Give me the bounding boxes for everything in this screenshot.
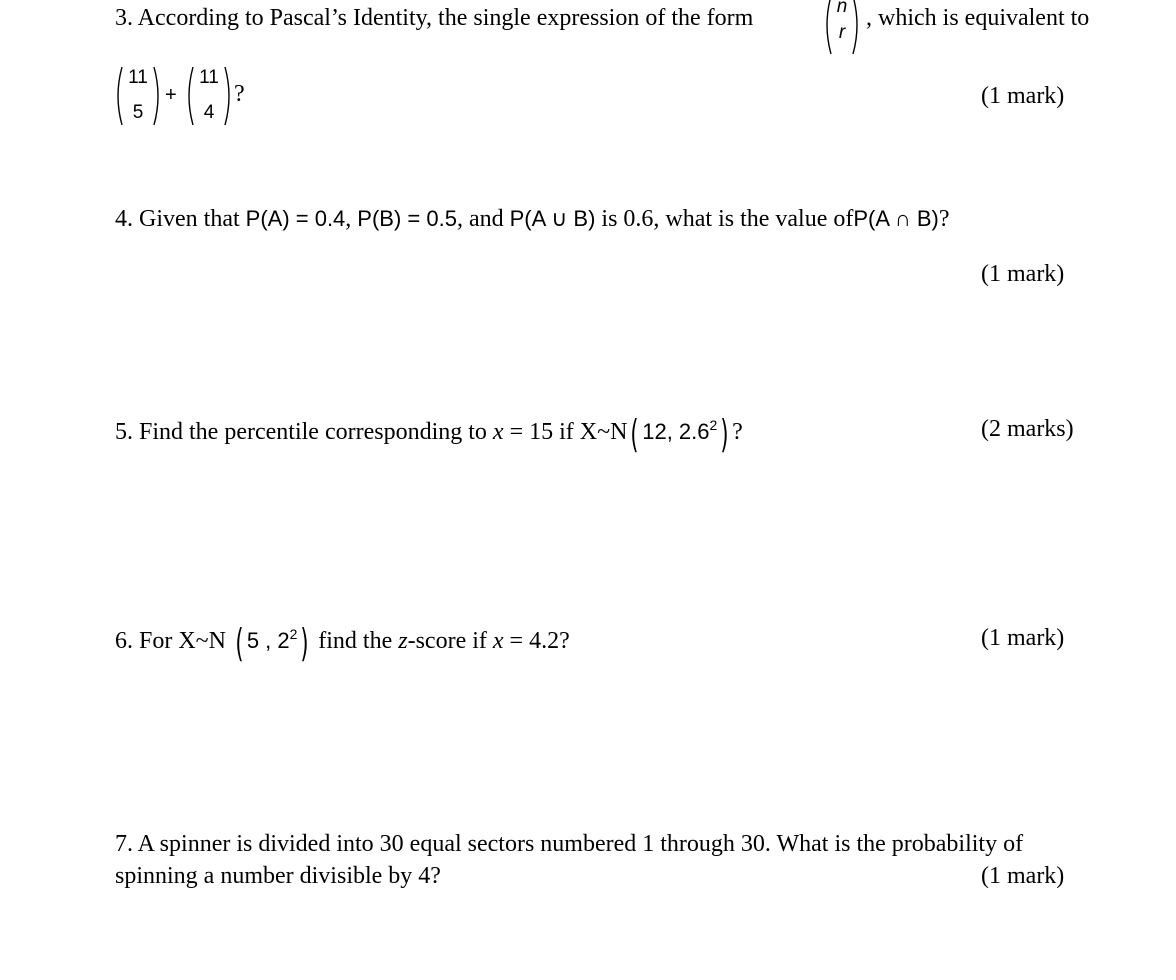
binom-top: 11 <box>128 67 148 88</box>
close-paren: ) <box>720 412 729 456</box>
exponent: 2 <box>289 626 298 642</box>
var-z: z <box>398 628 408 654</box>
q4-mark: (1 mark) <box>981 261 1065 287</box>
binom-bottom: 5 <box>132 102 144 123</box>
q4-is: is 0.6, what is the value of <box>601 206 854 232</box>
q6-val: = 4.2? <box>503 628 570 654</box>
prob-a: P(A) = 0.4 <box>245 206 346 231</box>
binom-top: 11 <box>199 67 219 88</box>
var-x: x <box>492 419 504 445</box>
prob-union: P(A ∪ B) <box>509 206 596 231</box>
q7-mark: (1 mark) <box>981 863 1065 889</box>
q5-mark: (2 marks) <box>981 416 1074 442</box>
normal-params: 12, 2.6 <box>642 419 710 444</box>
q6-mark: (1 mark) <box>981 625 1065 651</box>
question-mark: ? <box>234 81 245 107</box>
q3-text: 3. According to Pascal’s Identity, the single expression of the form <box>115 5 754 31</box>
binomial-11-4 <box>184 64 234 128</box>
question-mark: ? <box>732 419 743 445</box>
prob-b: P(B) = 0.5 <box>357 206 457 231</box>
open-paren: ( <box>630 412 639 456</box>
q7-line-2: spinning a number divisible by 4? <box>115 863 441 889</box>
binom-bottom: 4 <box>203 102 215 123</box>
q5-prefix: 5. Find the percentile corresponding to <box>115 419 487 445</box>
q3-text-end: , which is equivalent to <box>866 5 1090 31</box>
binom-bottom: r <box>838 22 846 43</box>
normal-params: 5 , 2 <box>246 628 290 653</box>
q6-line <box>115 621 570 665</box>
binomial-11-5 <box>113 64 163 128</box>
q7-line-1: 7. A spinner is divided into 30 equal sectors numbered 1 through 30. What is the probability of <box>115 831 1024 857</box>
q3-mark: (1 mark) <box>981 83 1065 109</box>
q5-line <box>115 412 743 456</box>
open-paren: ( <box>235 621 244 665</box>
q4-prefix: 4. Given that <box>115 206 240 232</box>
q5-eq: = 15 if X~N <box>503 419 628 445</box>
q4-and: , and <box>456 206 504 232</box>
q4-line: 4. Given that P(A) = 0.4, P(B) = 0.5, and P(A ∪ B) is 0.6, what is the value ofP(A ∩ B)? <box>115 206 950 232</box>
close-paren: ) <box>300 621 309 665</box>
exponent: 2 <box>709 417 718 433</box>
prob-intersection: P(A ∩ B) <box>853 206 939 231</box>
q6-prefix: 6. For X~N <box>115 628 226 654</box>
q6-mid: find the <box>318 628 393 654</box>
question-mark: ? <box>938 206 950 232</box>
q6-score: -score if <box>407 628 487 654</box>
binom-top: n <box>836 0 848 17</box>
binomial-n-r <box>822 0 862 58</box>
plus-sign: + <box>165 84 177 106</box>
var-x: x <box>492 628 504 654</box>
